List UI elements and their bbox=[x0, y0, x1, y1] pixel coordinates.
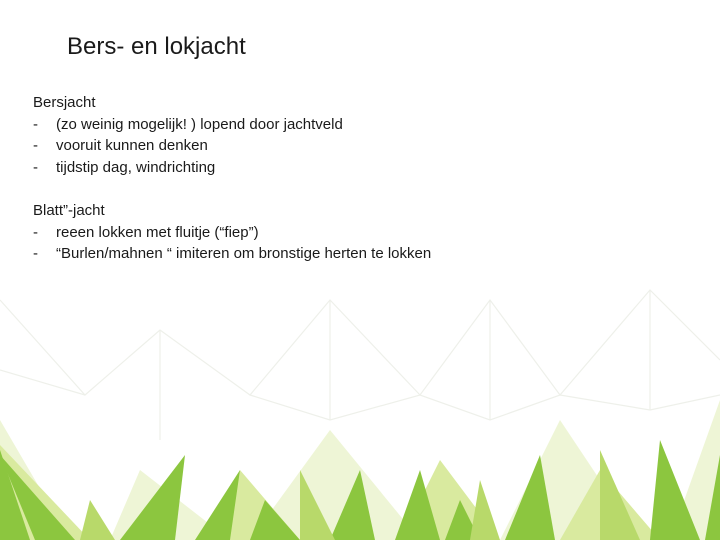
bullet-dash: - bbox=[33, 245, 38, 262]
section-heading: Blatt”-jacht bbox=[33, 202, 105, 219]
bullet-dash: - bbox=[33, 137, 38, 154]
bullet-item bbox=[33, 157, 693, 179]
bullet-text: tijdstip dag, windrichting bbox=[56, 158, 216, 176]
section-blatt-jacht bbox=[33, 200, 693, 265]
section-bersjacht bbox=[33, 92, 693, 178]
bullet-text: (zo weinig mogelijk! ) lopend door jachtveld bbox=[56, 115, 343, 133]
bullet-list bbox=[33, 222, 693, 265]
bullet-item bbox=[33, 114, 693, 136]
bullet-item bbox=[33, 243, 693, 265]
bullet-text: reeen lokken met fluitje (“fiep”) bbox=[56, 223, 259, 241]
bullet-dash: - bbox=[33, 158, 38, 176]
slide-title: Bers- en lokjacht bbox=[67, 33, 246, 60]
bullet-text: vooruit kunnen denken bbox=[56, 137, 208, 154]
bullet-dash: - bbox=[33, 115, 38, 133]
slide-content bbox=[33, 92, 693, 265]
section-heading: Bersjacht bbox=[33, 94, 96, 111]
bullet-text: “Burlen/mahnen “ imiteren om bronstige herten te lokken bbox=[56, 245, 432, 262]
bullet-list bbox=[33, 114, 693, 179]
bullet-dash: - bbox=[33, 223, 38, 241]
bullet-item bbox=[33, 222, 693, 244]
bullet-item bbox=[33, 135, 693, 157]
